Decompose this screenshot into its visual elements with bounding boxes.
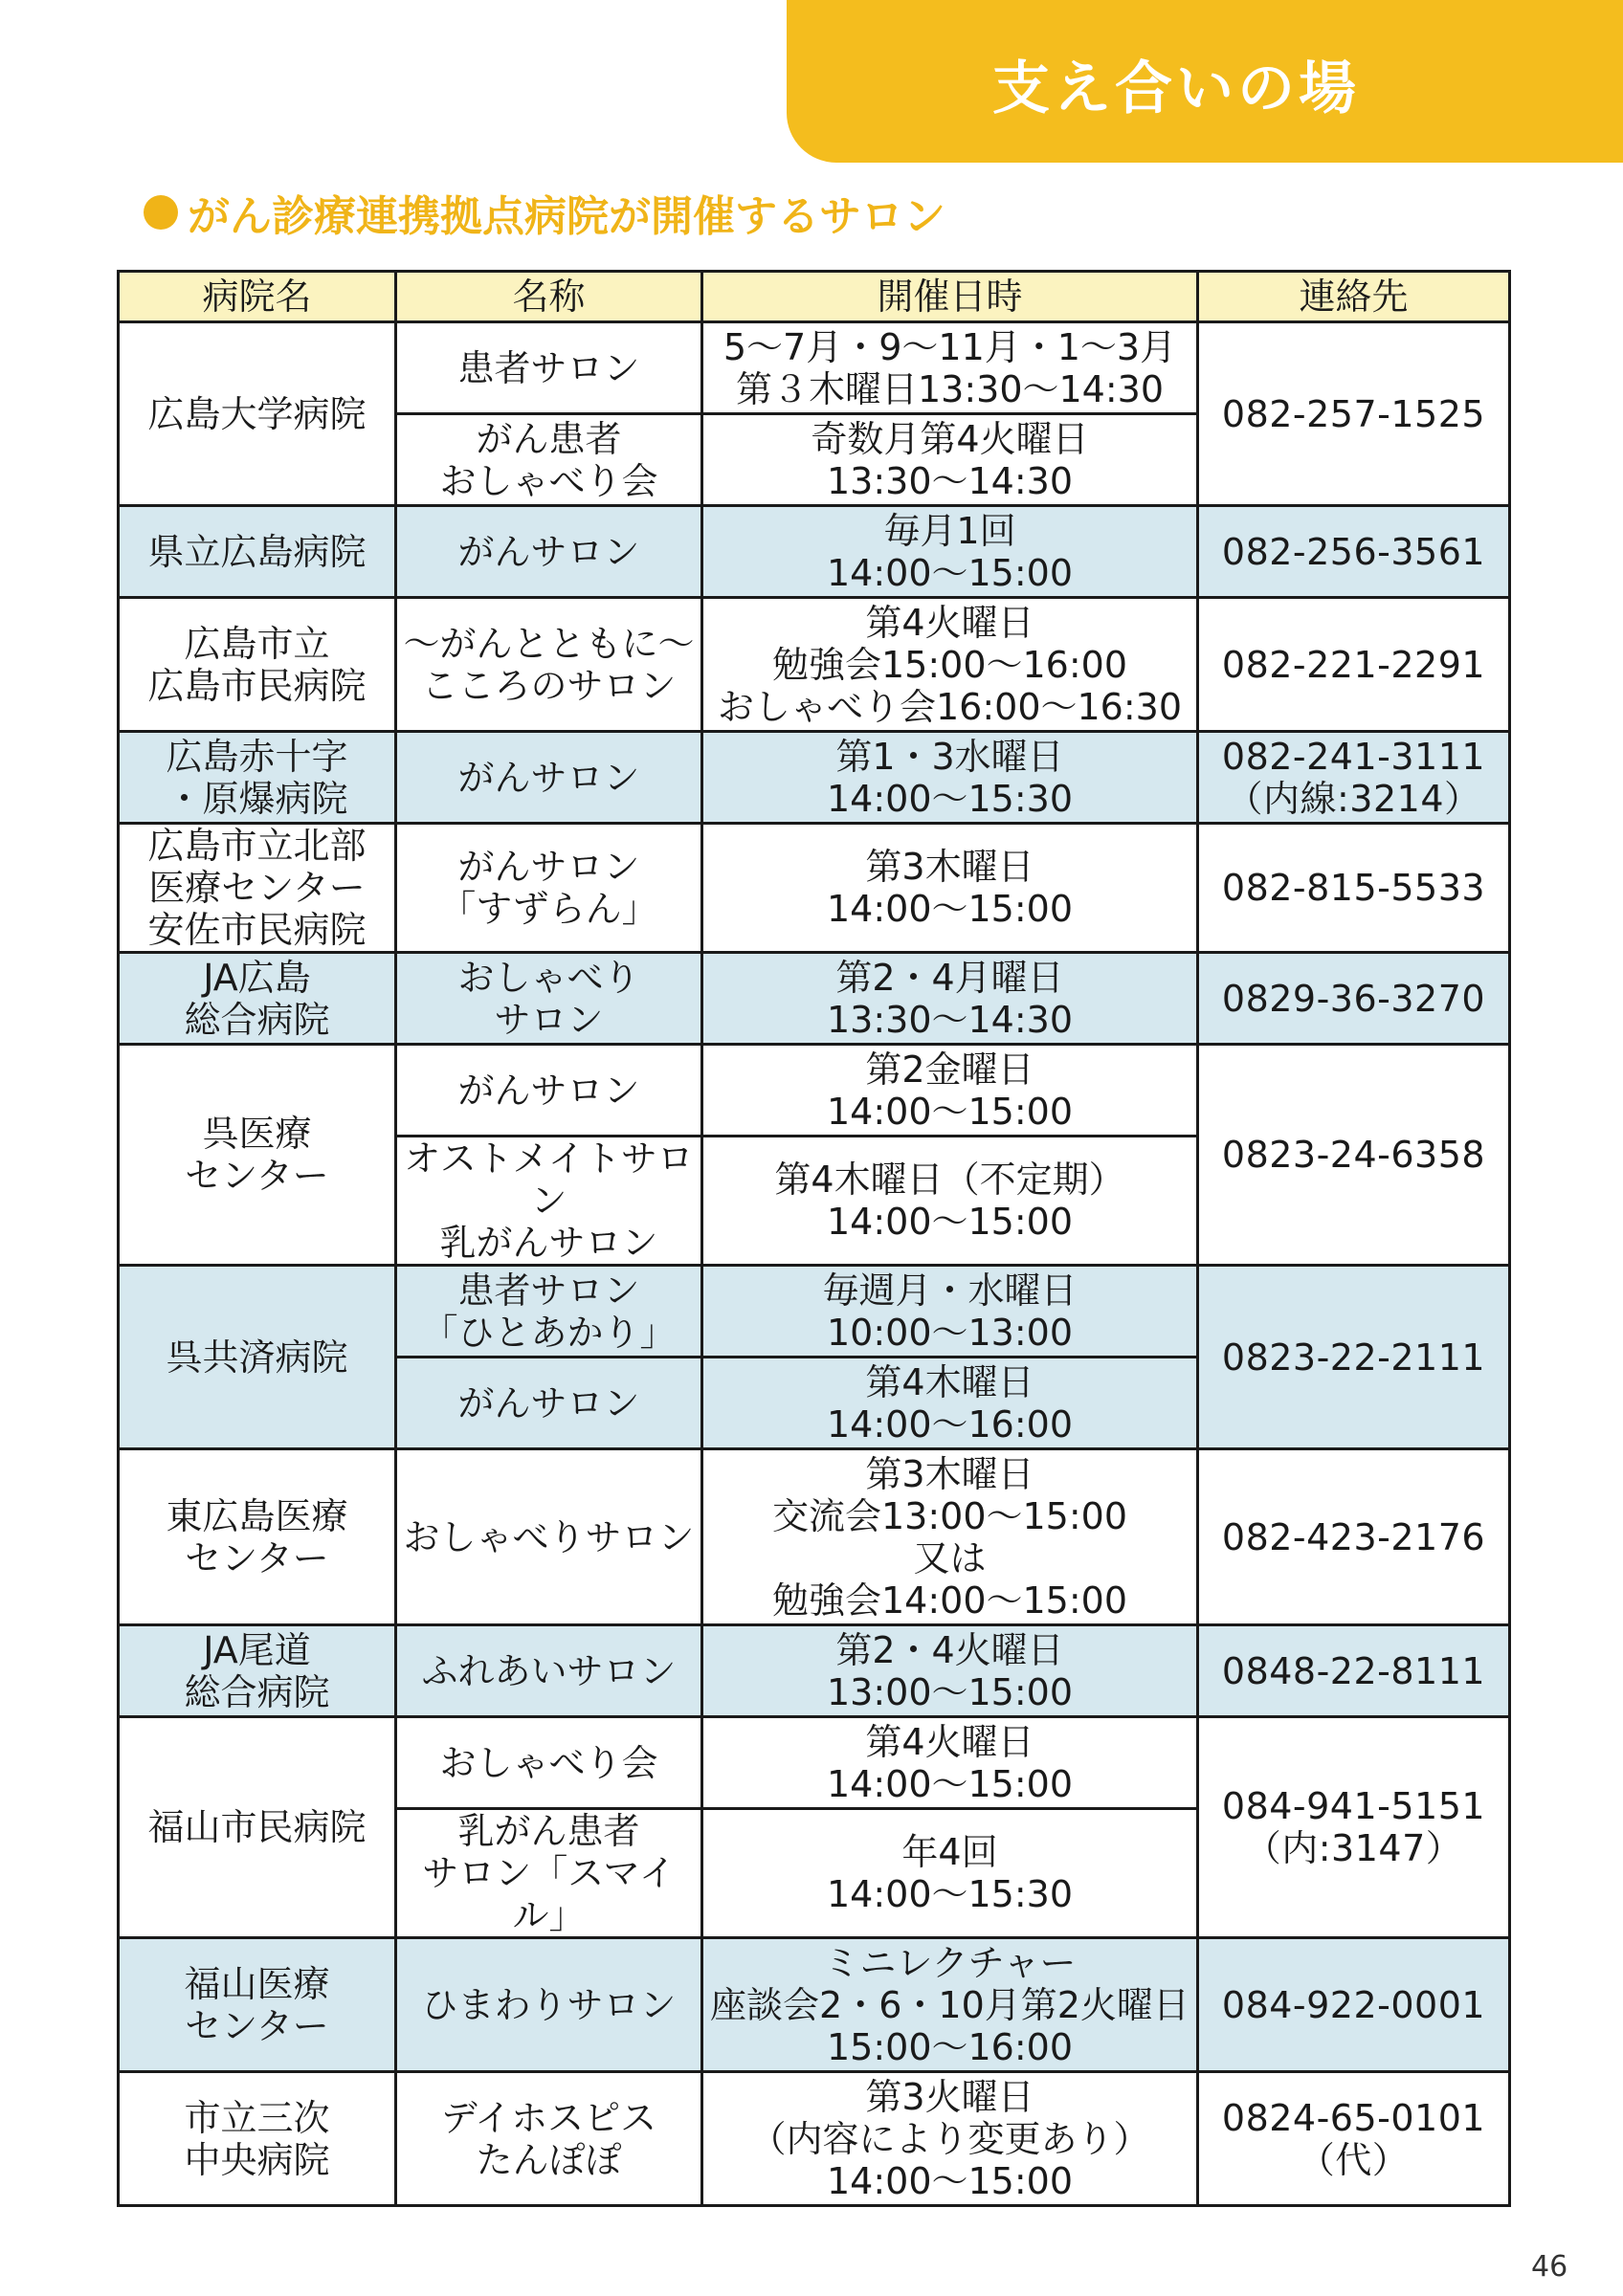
schedule-cell-line: 交流会13:00～15:00 [771,1494,1128,1537]
contact-cell [1198,506,1510,598]
schedule-cell-line: 5～7月・9～11月・1～3月 [723,325,1177,368]
hospital-name-cell [119,953,396,1045]
header-hospital: 病院名 [119,272,396,322]
contact-cell [1198,322,1510,506]
hospital-name-cell-line: 広島赤十字 [166,735,348,778]
section-banner [787,0,1623,163]
header-schedule: 開催日時 [702,272,1198,322]
banner-title: 支え合いの場 [992,55,1360,122]
schedule-cell-line: おしゃべり会16:00～16:30 [717,685,1183,728]
salon-name-cell-line: 患者サロン [457,1269,640,1312]
hospital-name-cell [119,732,396,824]
schedule-cell-line: 14:00～15:30 [826,1873,1074,1915]
schedule-cell-line: （内容により変更あり） [749,2117,1150,2160]
schedule-cell-line: 毎週月・水曜日 [822,1269,1078,1312]
schedule-cell-line: 第4木曜日（不定期） [774,1159,1125,1201]
hospital-name-cell [119,2072,396,2206]
salon-table [117,270,1511,2207]
hospital-name-cell-line: 医療センター [148,867,366,909]
table-row [119,1266,1510,1358]
salon-name-cell [396,824,702,953]
schedule-cell [702,1717,1198,1809]
salon-name-cell-line: オストメイトサロン [404,1137,694,1222]
contact-cell-line: 0824-65-0101 [1221,2096,1486,2139]
salon-name-cell-line: おしゃべり会 [439,459,658,502]
table-header-row [119,272,1510,322]
schedule-cell [702,824,1198,953]
page-number: 46 [1531,2250,1568,2284]
table-row [119,1449,1510,1625]
schedule-cell-line: 第4火曜日 [865,601,1034,644]
contact-cell [1198,1045,1510,1266]
table-row [119,506,1510,598]
schedule-cell-line: 14:00～16:00 [826,1402,1074,1446]
salon-name-cell-line: サロン「スマイル」 [422,1852,676,1936]
salon-name-cell-line: 「すずらん」 [439,888,658,930]
contact-cell-line: 084-922-0001 [1221,1983,1486,2026]
salon-name-cell [396,1358,702,1449]
hospital-name-cell-line: 広島市立北部 [147,825,367,867]
contact-cell [1198,1717,1510,1938]
hospital-name-cell [119,322,396,506]
schedule-cell [702,732,1198,824]
salon-name-cell [396,2072,702,2206]
schedule-cell [702,1266,1198,1358]
hospital-name-cell-line: 広島大学病院 [147,392,367,435]
table-row [119,1045,1510,1137]
salon-name-cell-line: おしゃべり会 [439,1741,658,1784]
salon-name-cell [396,1045,702,1137]
table-row [119,322,1510,414]
table-row [119,1625,1510,1717]
header-contact: 連絡先 [1198,272,1510,322]
contact-cell [1198,1625,1510,1717]
salon-name-cell-line: おしゃべりサロン [403,1515,695,1558]
table-row [119,824,1510,953]
schedule-cell-line: 14:00～15:00 [826,551,1074,594]
schedule-cell-line: 勉強会14:00～15:00 [771,1578,1128,1622]
schedule-cell-line: 第３木曜日13:30～14:30 [735,367,1165,410]
salon-name-cell-line: こころのサロン [421,664,677,707]
contact-cell-line: 0823-24-6358 [1221,1134,1486,1176]
schedule-cell-line: 第4木曜日 [865,1360,1034,1403]
hospital-name-cell-line: ・原爆病院 [166,777,348,820]
contact-cell [1198,598,1510,732]
schedule-cell [702,1938,1198,2072]
salon-name-cell-line: がんサロン [457,756,640,799]
contact-cell [1198,732,1510,824]
contact-cell-line: 0829-36-3270 [1221,977,1486,1020]
schedule-cell-line: 13:30～14:30 [826,459,1074,502]
schedule-cell-line: 勉強会15:00～16:00 [771,643,1128,686]
salon-name-cell-line: ひまわりサロン [421,1983,677,2026]
schedule-cell-line: 第3木曜日 [865,1452,1034,1495]
hospital-name-cell-line: 広島市民病院 [147,664,367,707]
hospital-name-cell-line: 総合病院 [184,1670,330,1713]
contact-cell [1198,1266,1510,1449]
contact-cell [1198,1938,1510,2072]
hospital-name-cell-line: 福山市民病院 [147,1806,367,1848]
contact-cell-line: 082-241-3111 [1221,735,1486,778]
hospital-name-cell [119,598,396,732]
schedule-cell [702,506,1198,598]
salon-name-cell [396,322,702,414]
salon-name-cell [396,414,702,506]
contact-cell-line: 0823-22-2111 [1221,1336,1486,1379]
schedule-cell-line: 14:00～15:00 [826,1762,1074,1805]
contact-cell-line: 082-221-2291 [1221,643,1486,686]
hospital-name-cell-line: JA尾道 [203,1628,311,1671]
salon-name-cell-line: がん患者 [476,417,622,460]
hospital-name-cell-line: 呉医療 [202,1113,312,1155]
hospital-name-cell-line: 安佐市民病院 [147,909,367,951]
schedule-cell [702,953,1198,1045]
contact-cell-line: 082-257-1525 [1221,392,1486,435]
schedule-cell-line: 10:00～13:00 [826,1311,1074,1354]
schedule-cell-line: 14:00～15:00 [826,1201,1074,1243]
schedule-cell [702,414,1198,506]
schedule-cell-line: 14:00～15:00 [826,1090,1074,1133]
salon-name-cell-line: 「ひとあかり」 [421,1311,677,1354]
contact-cell-line: （内線:3214） [1226,777,1481,820]
salon-name-cell [396,1266,702,1358]
table-row [119,732,1510,824]
schedule-cell-line: 14:00～15:00 [826,2159,1074,2202]
schedule-cell-line: 第1・3水曜日 [835,735,1064,778]
header-name: 名称 [396,272,702,322]
hospital-name-cell [119,1266,396,1449]
salon-name-cell [396,1717,702,1809]
contact-cell-line: 084-941-5151 [1221,1785,1486,1827]
hospital-name-cell-line: 東広島医療 [166,1494,348,1537]
contact-cell [1198,1449,1510,1625]
contact-cell [1198,2072,1510,2206]
schedule-cell-line: 年4回 [901,1831,998,1873]
hospital-name-cell-line: 中央病院 [184,2138,330,2181]
schedule-cell-line: 毎月1回 [883,509,1016,552]
hospital-name-cell [119,1625,396,1717]
schedule-cell-line: 第2金曜日 [865,1048,1034,1091]
hospital-name-cell-line: JA広島 [203,956,311,999]
contact-cell-line: （代） [1298,2138,1410,2181]
salon-name-cell-line: サロン [494,998,604,1041]
hospital-name-cell-line: センター [185,1536,329,1579]
table-row [119,2072,1510,2206]
section-heading [144,182,945,243]
schedule-cell-line: 第3火曜日 [865,2075,1034,2118]
salon-name-cell [396,732,702,824]
salon-name-cell-line: おしゃべり [457,956,640,999]
hospital-name-cell [119,1717,396,1938]
hospital-name-cell-line: 市立三次 [184,2096,330,2139]
schedule-cell-line: 15:00～16:00 [826,2025,1074,2068]
schedule-cell [702,2072,1198,2206]
hospital-name-cell [119,506,396,598]
salon-name-cell-line: がんサロン [457,846,640,888]
salon-name-cell [396,1809,702,1938]
schedule-cell-line: ミニレクチャー [823,1941,1077,1984]
contact-cell-line: 0848-22-8111 [1221,1649,1486,1692]
salon-name-cell-line: ふれあいサロン [421,1649,677,1692]
hospital-name-cell [119,1938,396,2072]
schedule-cell-line: 第2・4月曜日 [835,956,1064,999]
contact-cell-line: 082-815-5533 [1221,867,1486,909]
schedule-cell [702,1358,1198,1449]
hospital-name-cell-line: 総合病院 [184,998,330,1041]
contact-cell [1198,953,1510,1045]
hospital-name-cell-line: 広島市立 [184,622,330,665]
hospital-name-cell [119,1449,396,1625]
schedule-cell [702,1449,1198,1625]
bullet-dot-icon [144,195,178,230]
salon-name-cell-line: デイホスピス [440,2096,657,2139]
salon-name-cell-line: ～がんとともに～ [403,622,695,665]
schedule-cell-line: 第3木曜日 [865,846,1034,888]
salon-name-cell [396,953,702,1045]
schedule-cell-line: 奇数月第4火曜日 [811,417,1089,460]
schedule-cell-line: 第2・4火曜日 [835,1628,1064,1671]
schedule-cell [702,322,1198,414]
salon-name-cell [396,1137,702,1266]
contact-cell [1198,824,1510,953]
salon-name-cell-line: 患者サロン [457,346,640,389]
salon-name-cell [396,598,702,732]
hospital-name-cell-line: センター [185,1155,329,1197]
salon-name-cell [396,1938,702,2072]
salon-name-cell [396,1449,702,1625]
salon-name-cell [396,1625,702,1717]
salon-name-cell-line: 乳がんサロン [439,1222,658,1264]
schedule-cell-line: 座談会2・6・10月第2火曜日 [710,1983,1189,2026]
table-row [119,1717,1510,1809]
hospital-name-cell [119,824,396,953]
salon-name-cell [396,506,702,598]
section-heading-text: がん診療連携拠点病院が開催するサロン [188,192,945,241]
hospital-name-cell-line: 福山医療 [184,1962,330,2005]
salon-name-cell-line: がんサロン [457,1381,640,1424]
schedule-cell [702,598,1198,732]
table-row [119,598,1510,732]
schedule-cell-line: 13:30～14:30 [826,998,1074,1041]
schedule-cell-line: 13:00～15:00 [826,1670,1074,1713]
schedule-cell-line: 第4火曜日 [865,1720,1034,1763]
schedule-cell-line: 14:00～15:00 [826,888,1074,930]
contact-cell-line: 082-256-3561 [1221,530,1486,573]
hospital-name-cell [119,1045,396,1266]
schedule-cell [702,1137,1198,1266]
schedule-cell [702,1625,1198,1717]
hospital-name-cell-line: センター [185,2004,329,2047]
schedule-cell [702,1809,1198,1938]
salon-name-cell-line: 乳がん患者 [457,1810,640,1852]
schedule-cell [702,1045,1198,1137]
hospital-name-cell-line: 呉共済病院 [166,1336,348,1379]
contact-cell-line: 082-423-2176 [1221,1515,1486,1558]
schedule-cell-line: 14:00～15:30 [826,777,1074,820]
hospital-name-cell-line: 県立広島病院 [147,530,367,573]
schedule-cell-line: 又は [913,1536,987,1579]
table-row [119,1938,1510,2072]
contact-cell-line: （内:3147） [1244,1827,1463,1869]
salon-name-cell-line: がんサロン [457,1069,640,1112]
table-body [119,322,1510,2206]
table-row [119,953,1510,1045]
salon-name-cell-line: たんぽぽ [476,2138,622,2181]
salon-name-cell-line: がんサロン [457,530,640,573]
